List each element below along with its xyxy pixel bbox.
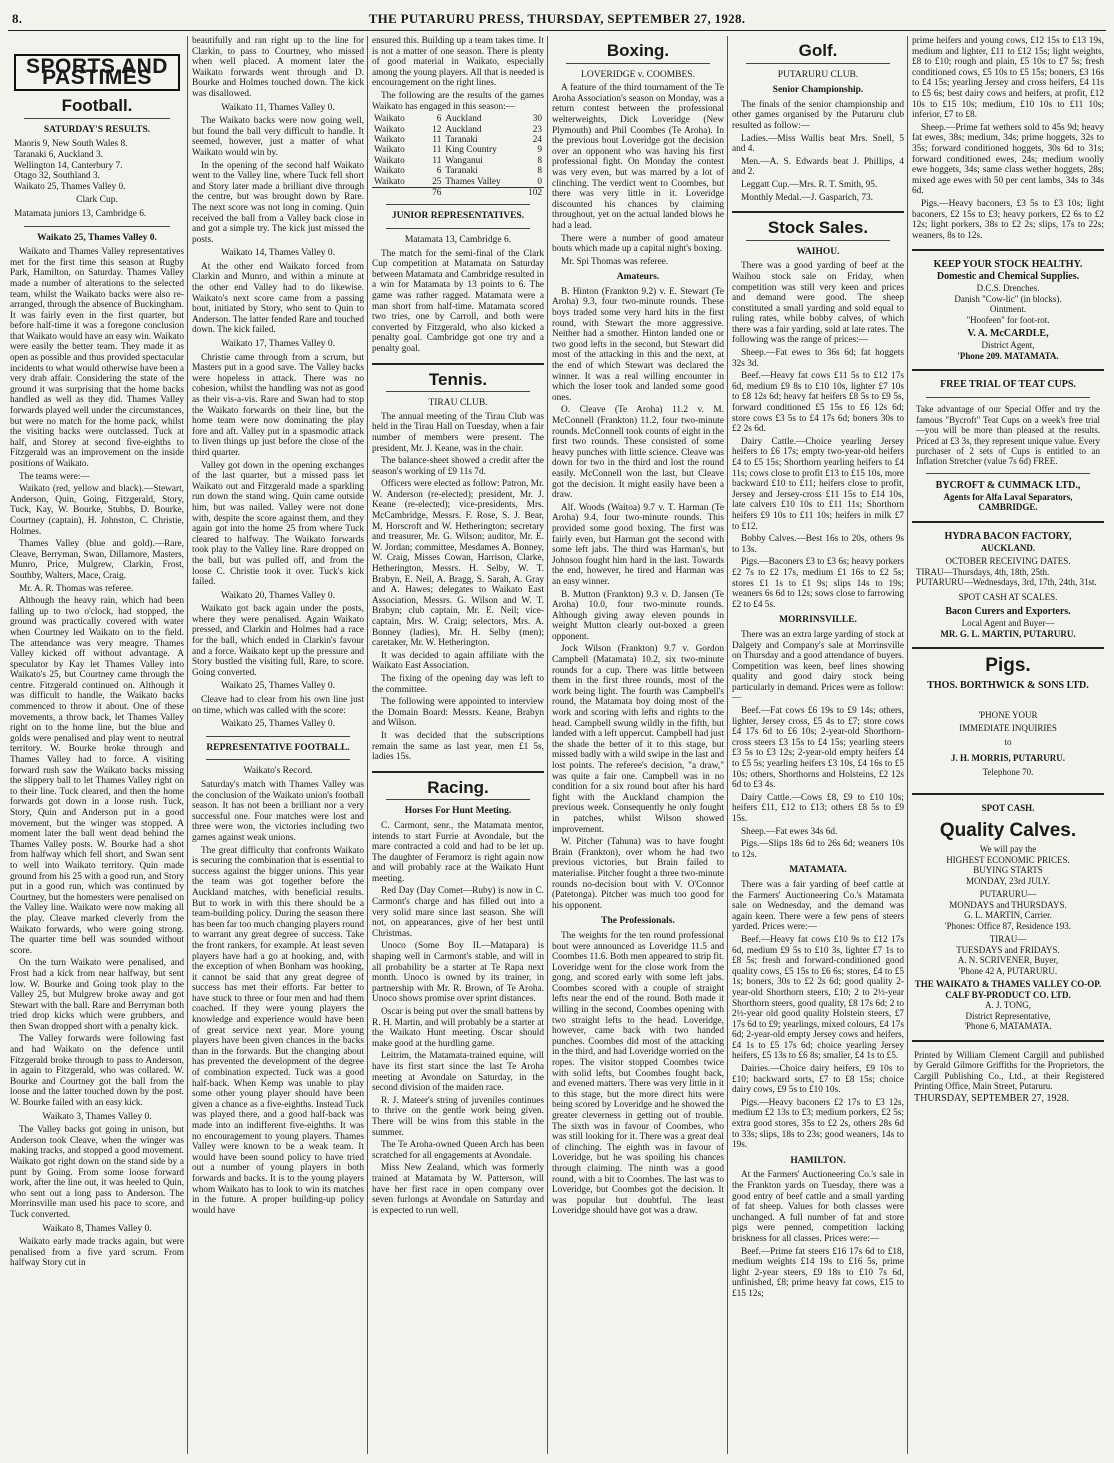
score-line: Matamata 13, Cambridge 6. xyxy=(404,235,512,245)
paragraph: B. Mutton (Frankton) 9.3 v. D. Jansen (Te Aroha) 10.0, four two-minute rounds. Although giving away eleven pounds in weight Mutton clearly out-boxed a green opponent. xyxy=(552,589,724,642)
paragraph: The balance-sheet showed a credit after the season's working of £9 11s 7d. xyxy=(372,456,544,477)
paragraph: Dairy Cattle.—Choice yearling Jersey heifers to £6 17s; empty two-year-old heifers £4 to £5 15s; Shorthorn yearling heifers to £4 11s; cows close to profit £13 to £15 10s, more backward £10 to £11; heifers close to profit, Jersey and Jersey-cross £11 15s to £14 10s, late calvers £10 10s to £11 11s; Shorthorn heifers £9 10s to £11 10s; heifers in milk £7 to £12. xyxy=(732,436,904,532)
rep-football-heading: REPRESENTATIVE FOOTBALL. xyxy=(206,742,350,753)
racing-heading: Racing. xyxy=(427,777,489,797)
paragraph: The fixing of the opening day was left to the committee. xyxy=(372,673,544,695)
paragraph: R. J. Mateer's string of juveniles continues to thrive on the gentle work being given. There will be wins from this stable in the summer. xyxy=(372,1095,544,1138)
score-line: Waikato 11, Thames Valley 0. xyxy=(221,102,335,113)
paragraph: The weights for the ten round professional bout were announced as Loveridge 11.5 and Coombes 11.6. Both men appeared to strip fit. Loveridge went for the close work from the gong, and scored early with some left jabs. Coombes scored with a couple of straight lefts near the end of the round. Both made it willing in the second, Coombes opening with two straight lefts to the head. Loveridge, however, came back with two handed punches. Coombes did most of the attacking in the third, and had Loveridge worried on the ropes. The visitor stopped Coombes twice with solid lefts, but Coombes fought back, and evened matters. There was very little in it to this stage, but the more direct hits were being scored by Loveridge and he showed the greater cleverness in getting out of trouble. The sixth was in favour of Coombes, who was still looking for it. There was a great deal of clinching. The eighth was in favour of Loveridge, but he was spoiling his chances through claiming. The ninth was a good round, with a bit to Coombes. The last was to Loveridge, but Coombes got the decision. It was popular but doubtful. The least Loveridge should have got was a draw. xyxy=(552,930,724,1217)
paragraph: beautifully and ran right up to the line for Clarkin, to pass to Courtney, who missed when well placed. A moment later the Waikato forwards went through and D. Bourke and Holmes touched down. The kick was disallowed. xyxy=(192,36,364,99)
score-line: Waikato 3, Thames Valley 0. xyxy=(42,1111,152,1122)
column-6 xyxy=(912,36,1104,1454)
paragraph: Red Day (Day Comet—Ruby) is now in C. Carmont's charge and has filled out into a very solid mare since last season. She will not, on appearances, give of her best until Christmas. xyxy=(372,886,544,939)
paragraph: The Waikato backs were now going well, but found the ball very difficult to handle. It seemed, however, just a matter of what Waikato would win by. xyxy=(192,116,364,158)
paragraph: Oscar is being put over the small battens by R. H. Martin, and will probably be a starter at the Waikato Hunt meeting. Oscar should make good at the hurdling game. xyxy=(372,1007,544,1049)
golf-subheading: Senior Championship. xyxy=(772,85,864,96)
score-line: Waikato 14, Thames Valley 0. xyxy=(221,248,335,259)
score-line: Waikato 20, Thames Valley 0. xyxy=(221,590,335,601)
result-line: Taranaki 6, Auckland 3. xyxy=(14,149,103,160)
pigs-ad: Pigs. THOS. BORTHWICK & SONS LTD. 'PHONE YOUR IMMEDIATE INQUIRIES to J. H. MORRIS, PUTARURU. Telephone 70. xyxy=(912,661,1104,777)
result-line: Waikato 25, Thames Valley 0. xyxy=(14,181,126,192)
tennis-club: TIRAU CLUB. xyxy=(428,398,488,409)
paragraph: Valley got down in the opening exchanges of the last quarter, but a missed pass let Waikato out and Fitzgerald made a sparkling run down the stand wing. Quin came outside him, but was nailed. Valley were not done with, despite the score against them, and they again got into the home 25 from where Tuck cleared to halfway. The Waikato forwards took play to the Valley line. Rare dropped on the ball, but was pulled off, and from the loose C. Christie took it over. Tuck's kick failed. xyxy=(192,460,364,588)
divider xyxy=(566,63,710,64)
racing-subheading: Horses For Hunt Meeting. xyxy=(404,806,512,817)
divider xyxy=(912,369,1104,371)
golf-club: PUTARURU CLUB. xyxy=(777,69,859,80)
paragraph: The finals of the senior championship and other games organised by the Putaruru club resulted as follow:— xyxy=(732,99,904,131)
matamata-heading: MATAMATA. xyxy=(789,865,847,876)
paragraph: prime heifers and young cows, £12 15s to £13 19s, medium and lighter, £11 to £12 15s; light weights, £8 to £10; rough and plain, £5 10s to £7 5s; fresh conditioned cows, £5 10s to £5 15s; boners, £3 16s to £4 15s; yearling Jersey and cross heifers, £4 11s to £5 6s; best dairy cows and heifers, at profit, £12 10s to £15 10s; medium, £10 10s to £11 10s; inferior, £7 to £8. xyxy=(912,36,1104,121)
result-line: Maoris 9, New South Wales 8. xyxy=(14,139,128,150)
golf-result: Ladies.—Miss Wallis beat Mrs. Snell, 5 and 4. xyxy=(732,133,904,155)
paragraph: The great difficulty that confronts Waikato is securing the combination that is essential to success against the bigger unions. This year the team was got together before the Auckland matches, with beneficial results. But to work in with this there should be a team-building policy. During the season there has been far too much changing players round to warrant any great degree of success. Take the front rankers, for example. At least seven players have had a go at hooking, and, with the exception of when Bonham was hooking, it cannot be said that any great degree of success has met their efforts. Far better to have stuck to three or four men and had them coached. If they were young players the knowledge and experience would have been of great service next year. More young players have been given chances in the backs than in the forwards. But the changing about has prevented the development of the degree of combination expected. Tuck was a good half-back. When Kemp was unable to play some other young player should have been given a chance as a five-eighths. Instead Tuck was played there, and a good half-back was made into an indifferent five-eighths. It was no encouragement to young players. Thames Valley were known to be a weak team. It would have been sound policy to have tried out a number of young players in both forwards and backs. It is to the young players whom Waikato has to look to win its matches in the future. A proper building-up policy would have xyxy=(192,845,364,1216)
boxing-heading: Boxing. xyxy=(606,41,670,60)
bout-caption: LOVERIDGE v. COOMBES. xyxy=(581,69,695,80)
table-row: Waikato 12 Auckland 23 xyxy=(374,124,542,135)
record-heading: Waikato's Record. xyxy=(243,766,313,777)
page-number: 8. xyxy=(12,11,23,26)
paragraph: In the opening of the second half Waikato went to the Valley line, where Tuck fell short and Story later made a brilliant dive through the centre, but was brought down by Rare. The next score was not long in coming. Quin received the ball from a Valley back close in and got a simple try. The kick just missed the posts. xyxy=(192,160,364,245)
teat-cups-ad: FREE TRIAL OF TEAT CUPS. Take advantage of our Special Offer and try the famous "Bycroft" Teat Cups on a week's free trial—you will be more than pleased at the results. Priced at £3 3s, they represent unique value. Every purchaser of 2 sets of Cups is entitled to an Inflation Stretcher (value 7s 6d) FREE. BYCROFT & CUMMACK LTD., Agents for Alfa Laval Separators, CAMBRIDGE. xyxy=(912,379,1104,512)
paragraph: Sheep.—Prime fat wethers sold to 45s 9d; heavy fat ewes, 38s; medium, 34s; prime hoggets, 32s to 35s; forward conditioned hoggets, 30s 6d to 31s; forward conditioned ewes, 24s; medium woolly ewe hoggets, 34s; same class wether hoggets, 28s; mixed age ewes with 50 per cent lambs, 34s to 34s 6d. xyxy=(912,122,1104,197)
paragraph: Pigs.—Baconers £3 to £3 6s; heavy porkers £2 7s to £2 17s, medium £1 16s to £2 5s; stores £1 1s to £1 9s; slips 14s to 19s; weaners 6s 6d to 12s; sows close to farrowing £2 to £4 5s. xyxy=(732,557,904,610)
divider xyxy=(386,799,530,800)
paragraph: Leitrim, the Matamata-trained equine, will have its first start since the last Te Aroha meeting at Avondale on Saturday, in the second division of the maiden race. xyxy=(372,1051,544,1094)
paragraph: Christie came through from a scrum, but Masters put in a good save. The Valley backs were hopeless in attack. There was no cohesion, whilst the handling was not as good as their vis-a-vis. Rare and Swan had to stop the Waikato forwards on their line, but the home team were now dominating the play fore and aft. Valley put in a spasmodic attack to liven things up just before the close of the third quarter. xyxy=(192,352,364,458)
waihou-heading: WAIHOU. xyxy=(796,246,840,257)
paragraph: Saturday's match with Thames Valley was the conclusion of the Waikato union's football season. It has not been a brilliant nor a very successful one. Four matches were lost and three were won, the victories including two games against weak unions. xyxy=(192,780,364,843)
results-caption: SATURDAY'S RESULTS. xyxy=(43,124,151,135)
table-row: Waikato 11 Taranaki 24 xyxy=(374,134,542,145)
paragraph: The teams were:— xyxy=(19,471,90,482)
newspaper-title: THE PUTARURU PRESS, THURSDAY, SEPTEMBER 27, 1928. xyxy=(368,11,746,26)
paragraph: Miss New Zealand, which was formerly trained at Matamata by W. Patterson, will have her first race in open company over seven furlongs at Avondale on Saturday and is expected to run well. xyxy=(372,1163,544,1216)
paragraph: Mr. Spi Thomas was referee. xyxy=(561,256,669,267)
column-rule xyxy=(727,36,728,1454)
paragraph: At the Farmers' Auctioneering Co.'s sale in the Frankton yards on Tuesday, there was a good entry of beef cattle and a small yarding of fat sheep. Values for both classes were unchanged. A full number of fat and store pigs were penned, competition lacking briskness for all classes. Prices were:— xyxy=(732,1170,904,1244)
divider xyxy=(732,211,904,213)
column-1 xyxy=(10,36,184,1454)
stock-sales-heading: Stock Sales. xyxy=(767,218,869,238)
paragraph: At the other end Waikato forced from Clarkin and Munro, and within a minute at the other end Valley had to do likewise. Waikato's next score came from a passing bout, initiated by Story, who sent to Quin to Anderson. The latter fended Rare and touched down. The kick failed. xyxy=(192,261,364,336)
paragraph: B. Hinton (Frankton 9.2) v. E. Stewart (Te Aroha) 9.3, four two-minute rounds. These boys traded some very hard hits in the first round, with Stewart the more aggressive. Neither had a smother. Hinton landed one or two good lefts in the second, but Stewart did most of the attacking in this and the next, at the end of which Stewart was declared the winner. It was a real willing encounter in which the loser took and landed some good ones. xyxy=(552,286,724,403)
paragraph: The Te Aroha-owned Queen Arch has been scratched for all engagements at Avondale. xyxy=(372,1140,544,1161)
paragraph: A feature of the third tournament of the Te Aroha Association's season on Monday, was a return contest between the professional welterweights, Dick Loveridge (New Plymouth) and Phil Coombes (Te Aroha). In the previous bout Loveridge got the decision over an opponent who was having his first professional fight. On Monday the contest was very even, but was marred by a lot of clinching. The verdict went to Coombes, but there was very little in it. Loveridge discounted his chances by claiming throughout, yet on the actual landed blows he had a lead. xyxy=(552,83,724,231)
paragraph: There was an extra large yarding of stock at Dalgety and Company's sale at Morrinsville on Thursday and a good attendance of buyers. Competition was keen, beef lines showing quality and good dairy stock being particularly in demand. Prices were as follow:— xyxy=(732,629,904,704)
paragraph: Pigs.—Slips 18s 6d to 26s 6d; weaners 10s to 12s. xyxy=(732,839,904,860)
golf-result: Leggatt Cup.—Mrs. R. T. Smith, 95. xyxy=(741,179,878,190)
paragraph: W. Pitcher (Tahuna) was to have fought Brain (Frankton), over whom he had two previous victories, but Brain failed to materialise. Pitcher fought a three two-minute rounds no-decision bout with V. O'Connor (Patetonga). Pitcher was much too good for his opponent. xyxy=(552,837,724,911)
divider xyxy=(912,249,1104,251)
paragraph: Beef.—Heavy fat cows £11 5s to £12 17s 6d, medium £9 8s to £10 10s, lighter £7 10s to £8 12s 6d; heavy fat heifers £8 5s to £9 5s, forward conditioned £5 15s to £6 12s 6d; store cows £3 5s to £4 17s 6d; boners 30s to £2 2s 6d. xyxy=(732,371,904,435)
paragraph: Waikato (red, yellow and black).—Stewart, Anderson, Quin, Going, Fitzgerald, Story, Tuck, Kay, W. Bourke, Stubbs, D. Bourke, Courtney (captain), H. Johnston, C. Christie, Holmes. xyxy=(10,484,184,537)
score-line: Waikato 25, Thames Valley 0. xyxy=(221,719,335,730)
divider xyxy=(912,793,1104,795)
section-banner: SPORTS AND PASTIMES xyxy=(14,54,180,91)
ad-title: FREE TRIAL OF TEAT CUPS. xyxy=(940,379,1076,391)
paragraph: It was decided that the subscriptions remain the same as last year, men £1 5s, ladies 15s. xyxy=(372,730,544,763)
table-row: Waikato 25 Thames Valley 0 xyxy=(374,176,542,187)
table-row: Waikato 11 King Country 9 xyxy=(374,145,542,156)
score-line: Waikato 17, Thames Valley 0. xyxy=(221,339,335,350)
paragraph: There was a good yarding of beef at the Waihou stock sale on Friday, when competition was still very keen and prices and demand were good. The sheep constituted a small yarding and sold equal to ruling rates, while bobby calves, of which there was a fair yarding, sold at late rates. The following was the range of prices:— xyxy=(732,261,904,346)
ad-subtitle: Domestic and Chemical Supplies. xyxy=(936,271,1080,283)
divider xyxy=(912,647,1104,649)
table-row: Waikato 11 Wanganui 8 xyxy=(374,155,542,166)
morrinsville-heading: MORRINSVILLE. xyxy=(779,615,857,626)
stock-health-ad: KEEP YOUR STOCK HEALTHY. Domestic and Chemical Supplies. D.C.S. Drenches. Danish "Cow-lic" (in blocks). Ointment. "Hoofeen" for foot-rot. V. A. McCARDLE, District Agent, 'Phone 209. MATAMATA. xyxy=(912,259,1104,361)
amateurs-caption: Amateurs. xyxy=(616,272,660,283)
tennis-heading: Tennis. xyxy=(428,369,488,389)
divider xyxy=(24,118,170,119)
paragraph: The Valley forwards were following fast and had Waikato on the defence until Fitzgerald broke through to pass to Anderson, in again to Fitzgerald, who was collared. W. Bourke and Courtney got the ball from the loose and the latter touched down by the post. W. Bourke failed with an easy kick. xyxy=(10,1034,184,1109)
paragraph: Waikato early made tracks again, but were penalised from a five yard scrum. From halfway Story cut in xyxy=(10,1237,184,1269)
junior-heading: JUNIOR REPRESENTATIVES. xyxy=(391,211,525,222)
divider xyxy=(386,228,530,229)
paragraph: Alf. Woods (Waitoa) 9.7 v. T. Harman (Te Aroha) 9.4, four two-minute rounds. This provided some good boxing. The first was fairly even, but Harman got the second with some left jabs. The third was Harman's, but Johnson fought him hard in the last. Towards the end, however, he tired and Harman was an easy winner. xyxy=(552,502,724,587)
divider xyxy=(912,521,1104,523)
masthead xyxy=(8,8,1106,31)
divider xyxy=(746,240,890,241)
paragraph: Jock Wilson (Frankton) 9.7 v. Gordon Campbell (Matamata) 10.2, six two-minute rounds for a cup. There was little between them in the first three rounds, most of the work being light. The fourth was Campbell's round, the Matamata boy doing most of the work and scoring with lefts and rights to the head. Campbell swung wildly in the fifth, but landed with a left uppercut. Campbell had just the shade the better of it to this stage, but missed badly with a wild swipe in the last and lost points. The referee's decision, "a draw," was quite a fair one. Campbell was in no condition for a six round bout after his hard fight with the Auckland champion the previous week. Consequently he only fought in patches, whilst Wilson showed improvement. xyxy=(552,644,724,835)
golf-result: Monthly Medal.—J. Gasparich, 73. xyxy=(741,192,873,203)
paragraph: There were a number of good amateur bouts which made up a capital night's boxing. xyxy=(552,233,724,255)
paragraph: Waikato and Thames Valley representatives met for the first time this season at Rugby Park, Hamilton, on Saturday. Thames Valley made a number of alterations to the selected team, whilst the Waikato backs were also re-arranged, through the absence of Buckingham. It was fairly even in the first quarter, but before half-time it was a foregone conclusion that Waikato would have an easy win. Waikato were easily the better team. They made it as open as possible and thus provided spectacular incidents to what would otherwise have been a very drab affair. Considering the state of the ground it was surprising that the home backs handled as well as they did. Thames Valley forwards played well under the circumstances, but were no match for the home pack, whilst the visiting backs were outclassed. Tuck at half, and Storey at second five-eighths to Fitzgerald was an improvement on the inside positions of Waikato. xyxy=(10,247,184,469)
column-rule xyxy=(187,36,188,1454)
divider xyxy=(372,771,544,773)
divider xyxy=(206,736,350,737)
column-3 xyxy=(372,36,544,1454)
score-line: Waikato 8, Thames Valley 0. xyxy=(42,1223,152,1234)
result-line: Matamata juniors 13, Cambridge 6. xyxy=(14,208,147,219)
ad-title: KEEP YOUR STOCK HEALTHY. xyxy=(933,259,1083,271)
result-line: Wellington 14, Canterbury 7. xyxy=(14,160,123,171)
record-table xyxy=(372,114,544,198)
column-rule xyxy=(547,36,548,1454)
paragraph: Although the heavy rain, which had been falling up to two o'clock, had stopped, the ground was practically covered with water when Courtney led Waikato on to the field. The attendance was very meagre. Thames Valley kicked off without advantage. A speculator by Kay let Thames Valley into Waikato's 25, but Courtney came through the centre. Fitzgerald continued on. Although it was difficult to handle, the Waikato backs commenced to throw it about. One of these movements, a throw back, let Thames Valley right on to the home line, but the blue and golds were penalised and play went to neutral territory. W. Bourke broke through and Thames Valley had to force. A visiting forward rush saw the Waikato backs missing the slippery ball to let Thames Valley right on to their line. Tuck cleared, and then the home forwards got down in a loose rush. Tuck, Story, Quin and Anderson put in a good movement, but the winger was stopped. A moment later the ball went dead behind the Thames Valley posts. W. Bourke had a shot from halfway which fell short, and Swan sent to well into Waikato territory. Quin made ground from his 25 with a good run, and Story put in a good run, which was continued by Courtney, but the homesters were penalised on the Valley line. Waikato were now making all the play. Cleave marked cleverly from the Waikato forwards, who were going strong. The quarter time bell was sounded without score. xyxy=(10,596,184,956)
paragraph: Thames Valley (blue and gold).—Rare, Cleave, Berryman, Swan, Dillamore, Masters, Munro, Price, Mulgrew, Clarkin, Frost, Southby, Walters, Mace, Craig. xyxy=(10,539,184,581)
paragraph: Beef.—Heavy fat cows £10 9s to £12 17s 6d, medium £9 5s to £10 3s, lighter £7 1s to £8 5s; fresh and forward-conditioned good quality cows, £5 15s to £6 6s; stores, £4 to £5 1s; boners, 30s to £2 2s 6d; good quality 2-year-old Shorthorn steers, £10; 2 to 2½-year Shorthorn steers, good quality, £8 17s 6d; 2 to 2½-year old good quality Holstein steers, £7 17s 6d to £9; yearlings, mixed colours, £4 17s 6d; 2-year-old empty Jersey cows and heifers, £4 1s to £5 17s 6d; choice yearling Jersey heifers, £5 13s to £6 8s; smaller, £4 1s to £5. xyxy=(732,934,904,1062)
divider xyxy=(386,391,530,392)
paragraph: It was decided to again affiliate with the Waikato East Association. xyxy=(372,650,544,672)
paragraph: O. Cleave (Te Aroha) 11.2 v. M. McConnell (Frankton) 11.2, four two-minute rounds. McConnell took counts of eight in the first two rounds. These consisted of some heavy punches with little science. Cleave was down for two in the third and lost the round easily. McConnell won the last, but Cleave got the decision. It might easily have been a draw. xyxy=(552,405,724,501)
paragraph: Beef.—Prime fat steers £16 17s 6d to £18, medium weights £14 19s to £16 5s, prime light 2-year steers, £9 18s to £10 7s 6d, unfinished, £8; prime heavy fat cows, £15 to £15 12s; xyxy=(732,1246,904,1299)
table-row: Waikato 6 Taranaki 8 xyxy=(374,166,542,177)
golf-result: Men.—A. S. Edwards beat J. Phillips, 4 and 2. xyxy=(732,156,904,178)
bacon-factory-ad: HYDRA BACON FACTORY, AUCKLAND. OCTOBER RECEIVING DATES. TIRAU—Thursdays, 4th, 18th, 25th. PUTARURU—Wednesdays, 3rd, 17th, 24th, 31st. SPOT CASH AT SCALES. Bacon Curers and Exporters. Local Agent and Buyer— MR. G. L. MARTIN, PUTARURU. xyxy=(912,531,1104,640)
column-rule xyxy=(907,36,908,1454)
divider xyxy=(372,363,544,365)
paragraph: Beef.—Fat cows £6 19s to £9 14s; others, lighter, Jersey cross, £5 4s to £7; store cows £4 17s 6d to £6 10s; 2-year-old Shorthorn-cross steers £3 15s to £4 15s; yearling steers £3 5s to £3 12s; 2-year-old empty heifers £4 to £5 5s; yearling heifers £3 10s, £4 16s to £5 10s; others, Shorthorns and Holsteins, £2 12s 6d to £3 4s. xyxy=(732,706,904,791)
paragraph: There was a fair yarding of beef cattle at the Farmers' Auctioneering Co.'s Matamata sale on Wednesday, and the demand was again keen. There were a few pens of steers yarded. Prices were:— xyxy=(732,879,904,933)
column-4 xyxy=(552,36,724,1454)
column-2 xyxy=(192,36,364,1454)
paragraph: ensured this. Building up a team takes time. It is not a matter of one season. There is plenty of good material in Waikato, especially among the young players. All that is needed is encouragement on the right lines. xyxy=(372,36,544,89)
ad-title: Pigs. xyxy=(985,655,1031,677)
match-caption: Waikato 25, Thames Valley 0. xyxy=(37,232,157,243)
table-row: Waikato 6 Auckland 30 xyxy=(374,114,542,125)
column-rule xyxy=(367,36,368,1454)
ad-title: HYDRA BACON FACTORY, xyxy=(944,530,1072,542)
divider xyxy=(912,1040,1104,1042)
divider xyxy=(24,226,170,227)
golf-heading: Golf. xyxy=(798,41,838,60)
paragraph: C. Carmont, senr., the Matamata mentor, intends to start Furrie at Avondale, but the mare contracted a cold and had to be let up. The daughter of Feramorz is right again now and will probably race at the Waikato Hunt meeting. xyxy=(372,820,544,884)
paragraph: Pigs.—Heavy baconers £2 17s to £3 12s, medium £2 13s to £3; medium porkers, £2 5s; extra good stores, 35s to £2 2s, others 28s 6d to 33s; slips, 18s to 23s; good weaners, 14s to 19s. xyxy=(732,1097,904,1151)
hamilton-heading: HAMILTON. xyxy=(790,1155,846,1166)
paragraph: Sheep.—Fat ewes to 36s 6d; fat hoggets 32s 3d. xyxy=(732,348,904,369)
divider xyxy=(926,473,1090,474)
clark-cup-caption: Clark Cup. xyxy=(76,195,118,206)
paragraph: The Valley backs got going in unison, but Anderson took Cleave, when the winger was making tracks, and stopped a good movement. Waikato got right down on the stand side by a punt by Going. From some loose forward work, after the line out, it was heeled to Quin, who sent out a long pass to Anderson. The Morrinsville man used his pace to score, and Tuck converted. xyxy=(10,1125,184,1220)
professionals-caption: The Professionals. xyxy=(601,916,675,927)
quality-calves-ad: SPOT CASH. Quality Calves. We will pay the HIGHEST ECONOMIC PRICES. BUYING STARTS MONDAY, 23rd JULY. PUTARURU— MONDAYS and THURSDAYS. G. L. MARTIN, Carrier. 'Phones: Office 87, Residence 193. TIRAU— TUESDAYS and FRIDAYS. A. N. SCRIVENER, Buyer, 'Phone 42 A, PUTARURU. THE WAIKATO & THAMES VALLEY CO-OP. CALF BY-PRODUCT CO. LTD. A. J. TONG, District Representative, 'Phone 6, MATAMATA. xyxy=(912,803,1104,1032)
table-total-row: 76 102 xyxy=(372,188,544,199)
paragraph: Unoco (Some Boy II.—Matapara) is shaping well in Carmont's stable, and will in all probability be a starter at Te Rapa next month. Unoco is owned by its trainer, in partnership with Mr. R. Brown, of Te Aroha. Unoco shows promise over sprint distances. xyxy=(372,941,544,1005)
paragraph: On the turn Waikato were penalised, and Frost had a kick from near halfway, but sent low. W. Bourke and Going took play to the Valley 25, but Mulgrew broke away and got Stewart with the ball. Rare and Berryman both tried drop kicks which were grubbers, and then Swan dropped short with a penalty kick. xyxy=(10,958,184,1032)
paragraph: Bobby Calves.—Best 16s to 20s, others 9s to 13s. xyxy=(732,534,904,555)
paragraph: Officers were elected as follow: Patron, Mr. W. Anderson (re-elected); president, Mr. J. Keane (re-elected); vice-presidents, Mrs. McCambridge, Messrs. F. Rose, S. J. Bear, M. Horscroft and W. Hetherington; secretary and treasurer, Mr. G. Wilson; auditor, Mr. E. W. Jordan; committee, Mesdames A. Bonney, W. Craig, Misses Cowan, Harrison, Clarke, Hetherington, Messrs. H. Selby, W. T. Brabyn, E. Neil, A. Bragg, S. Sarah, A. Gray and A. Hawes; delegates to Waikato East Association, Messrs. G. Wilson and W. T. Brabyn; club captain, Mr. E. Neil; vice-captain, Mrs. W. Craig; selectors, Mrs. A. Bonney (ladies), Mr. H. Selby (men); caretaker, Mr. W. Hetherington. xyxy=(372,479,544,649)
divider xyxy=(746,63,890,64)
imprint: Printed by William Clement Cargill and published by Gerald Gilmore Griffiths for the Proprietors, the Cargill Publishing Co., Ltd., at their Registered Printing Office, Main Street, Putaruru. xyxy=(914,1049,1104,1092)
paragraph: The following are the results of the games Waikato has engaged in this season:— xyxy=(372,90,544,112)
column-5 xyxy=(732,36,904,1454)
score-line: Waikato 25, Thames Valley 0. xyxy=(221,681,335,692)
paragraph: Mr. A. R. Thomas was referee. xyxy=(19,583,134,594)
ad-title: Quality Calves. xyxy=(939,819,1077,841)
paragraph: Sheep.—Fat ewes 34s 6d. xyxy=(741,826,838,837)
paragraph: Dairies.—Choice dairy heifers, £9 10s to £10; backward sorts, £7 to £8 15s; choice dairy cows, £9 5s to £10 10s. xyxy=(732,1064,904,1096)
paragraph: Dairy Cattle.—Cows £8, £9 to £10 10s; heifers £11, £12 to £13; others £8 5s to £9 15s. xyxy=(732,792,904,824)
paragraph: Pigs.—Heavy baconers, £3 5s to £3 10s; light baconers, £2 15s to £3; heavy porkers, £2 6s to £2 12s; light porkers, 38s to £2 2s; slips, 17s to 22s; weaners, 8s to 12s. xyxy=(912,198,1104,241)
paragraph: The following were appointed to interview the Domain Board: Messrs. Keane, Brabyn and Wilson. xyxy=(372,697,544,729)
paragraph: Waikato got back again under the posts, where they were penalised. Again Waikato pressed, and Clarkin and Holmes had a race for the ball, which ended in Clarkin's favour and a force. Waikato kept up the pressure and Story bustled the visiting full, Rare, to score. Going converted. xyxy=(192,604,364,678)
paragraph: The match for the semi-final of the Clark Cup competition at Matamata on Saturday between Matamata and Cambridge resulted in a win for Matamata by 13 points to 6. The game was rather ragged. Matamata were a man short from half-time. Matamata scored two tries, one by Carroll, and both were converted by Fitzgerald, who also kicked a penalty goal. Cambridge got one try and a penalty goal. xyxy=(372,248,544,354)
divider xyxy=(206,759,350,760)
football-heading: Football. xyxy=(61,96,133,116)
divider xyxy=(926,397,1090,398)
result-line: Otago 32, Southland 3. xyxy=(14,171,100,182)
imprint-date: THURSDAY, SEPTEMBER 27, 1928. xyxy=(914,1092,1070,1104)
paragraph: Cleave had to clear from his own line just on time, which was called with the score: xyxy=(192,695,364,716)
divider xyxy=(386,204,530,205)
paragraph: The annual meeting of the Tirau Club was held in the Tirau Hall on Tuesday, when a fair number of members were present. The president, Mr. J. Keane, was in the chair. xyxy=(372,411,544,454)
